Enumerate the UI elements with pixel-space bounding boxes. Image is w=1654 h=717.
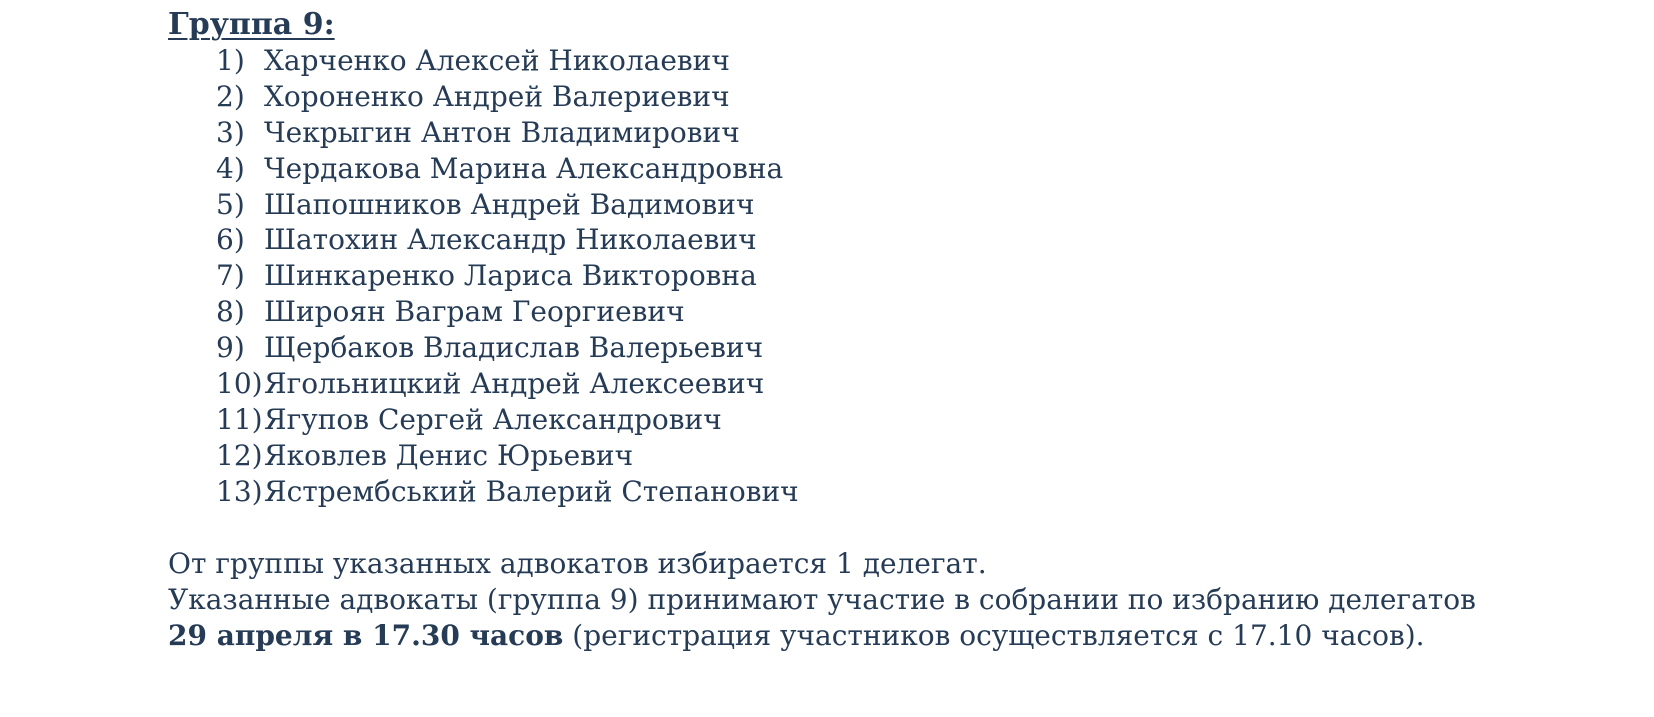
item-number: 13) [216, 474, 263, 508]
item-number: 9) [216, 331, 245, 365]
meeting-note: Указанные адвокаты (группа 9) принимают участие в собрании по избранию делегатов [168, 582, 1476, 616]
list-item [168, 438, 1608, 474]
item-number: 3) [216, 115, 245, 149]
list-item [168, 43, 1608, 79]
item-number: 5) [216, 187, 245, 221]
member-name: Шинкаренко Лариса Викторовна [264, 259, 757, 293]
list-item [168, 402, 1608, 438]
list-item [168, 222, 1608, 258]
item-number: 6) [216, 223, 245, 257]
meeting-schedule [168, 618, 1608, 654]
delegate-note: От группы указанных адвокатов избирается 1 делегат. [168, 546, 987, 580]
list-item [168, 151, 1608, 187]
list-item [168, 294, 1608, 330]
group-title: Группа 9: [168, 7, 335, 42]
item-number: 11) [216, 402, 263, 436]
member-name: Ягупов Сергей Александрович [264, 402, 722, 436]
member-name: Чердакова Марина Александровна [264, 151, 784, 185]
member-name: Щербаков Владислав Валерьевич [264, 331, 764, 365]
member-name: Хороненко Андрей Валериевич [264, 79, 730, 113]
item-number: 4) [216, 151, 245, 185]
paragraph-gap [168, 510, 1608, 546]
list-item [168, 115, 1608, 151]
list-item [168, 366, 1608, 402]
member-name: Ястрембський Валерий Степанович [264, 474, 799, 508]
list-item [168, 79, 1608, 115]
item-number: 12) [216, 438, 263, 472]
item-number: 8) [216, 295, 245, 329]
item-number: 10) [216, 367, 263, 401]
member-name: Ягольницкий Андрей Алексеевич [264, 367, 765, 401]
item-number: 1) [216, 44, 245, 77]
member-name: Харченко Алексей Николаевич [264, 44, 730, 77]
meeting-datetime: 29 апреля в 17.30 часов [168, 618, 564, 652]
member-name: Яковлев Денис Юрьевич [264, 438, 634, 472]
members-list [168, 43, 1608, 510]
registration-note: (регистрация участников осуществляется с 17.10 часов). [563, 618, 1425, 652]
item-number: 7) [216, 259, 245, 293]
member-name: Шапошников Андрей Вадимович [264, 187, 755, 221]
member-name: Шатохин Александр Николаевич [264, 223, 757, 257]
item-number: 2) [216, 79, 245, 113]
member-name: Широян Ваграм Георгиевич [264, 295, 685, 329]
document [168, 6, 1608, 654]
list-item [168, 474, 1608, 510]
list-item [168, 187, 1608, 223]
list-item [168, 330, 1608, 366]
member-name: Чекрыгин Антон Владимирович [264, 115, 740, 149]
list-item [168, 258, 1608, 294]
